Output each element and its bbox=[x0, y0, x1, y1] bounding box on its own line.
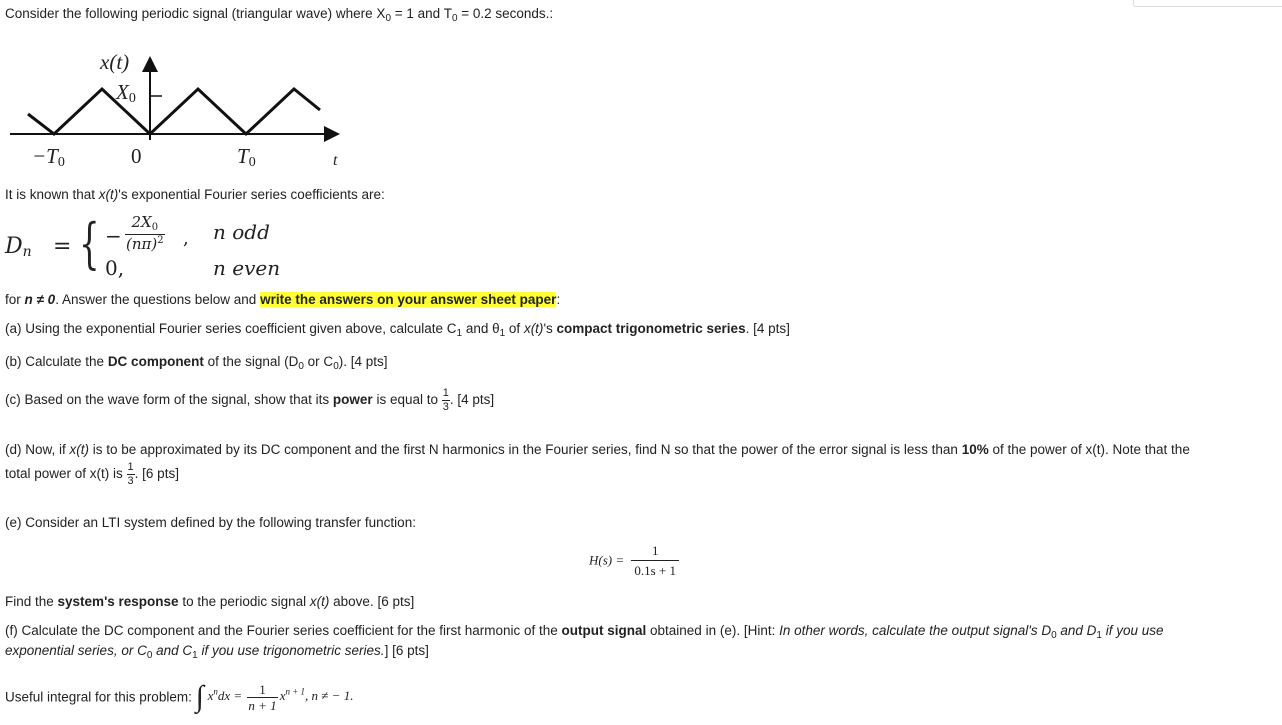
known-text: It is known that x(t)'s exponential Fourier series coefficients are: bbox=[5, 187, 385, 202]
tick-zero: 0 bbox=[131, 144, 142, 168]
tick-pos-t0: $T_0$ bbox=[237, 144, 256, 170]
case2-value: 0, bbox=[105, 256, 125, 280]
triangle-wave-line bbox=[28, 89, 320, 134]
question-f-line1: (f) Calculate the DC component and the Fourier series coefficient for the first harmonic of the output signal obtained in (e). [Hint: In other words, calculate the output signal's $D_0$ and $D_1$ if you use bbox=[5, 623, 1164, 641]
dn-formula bbox=[5, 214, 305, 284]
case1-minus: − bbox=[105, 224, 122, 248]
triangle-wave-figure bbox=[0, 48, 360, 180]
dn-equals: = bbox=[53, 234, 72, 259]
integral-sign-icon: ∫ bbox=[195, 680, 204, 713]
fraction-one-third: $\frac{1}{3}$ bbox=[442, 387, 449, 413]
tick-neg-t0: $-T_0$ bbox=[32, 144, 65, 170]
question-d-line2: total power of x(t) is $\frac{1}{3}$ . [6 pts] bbox=[5, 461, 179, 487]
question-d-line1: (d) Now, if x(t) is to be approximated by its DC component and the first N harmonics in the Fourier series, find N so that the power of the error signal is less than 10% of the power of x(t). Note that the bbox=[5, 442, 1190, 457]
useful-integral: Useful integral for this problem: ∫ $x^ndx$ = $\frac{1}{n + 1}$ $x^{n + 1}$, n ≠ − 1. bbox=[5, 680, 354, 713]
question-e: (e) Consider an LTI system defined by the following transfer function: bbox=[5, 515, 416, 530]
peak-label: $X_0$ bbox=[116, 80, 136, 106]
case2-condition: n even bbox=[213, 256, 281, 280]
ylabel: x(t) bbox=[100, 50, 130, 74]
case1-comma: , bbox=[183, 228, 189, 249]
intro-text: Consider the following periodic signal (triangular wave) where $X_0 = 1$ and $T_0 = 0.2$ seconds.: bbox=[5, 6, 554, 24]
case1-fraction: $\frac{2X_0}{(n\pi)^2}$ bbox=[126, 213, 164, 253]
highlighted-instruction: write the answers on your answer sheet paper bbox=[260, 292, 557, 307]
xlabel: t bbox=[333, 152, 338, 169]
brace-icon: { bbox=[79, 212, 100, 275]
fraction-one-third-d: $\frac{1}{3}$ bbox=[127, 461, 134, 487]
question-f-line2: exponential series, or $C_0$ and $C_1$ if you use trigonometric series.] [6 pts] bbox=[5, 643, 429, 661]
dn-lhs: $D_n$ bbox=[5, 234, 32, 260]
question-b: (b) Calculate the DC component of the signal ($D_0$ or $C_0$). [4 pts] bbox=[5, 354, 388, 372]
instructions-text: for n ≠ 0. Answer the questions below and write the answers on your answer sheet paper: bbox=[5, 292, 561, 307]
case1-condition: n odd bbox=[213, 220, 270, 244]
transfer-function: H(s) = $\frac{1}{0.1s + 1}$ bbox=[589, 544, 679, 577]
question-a: (a) Using the exponential Fourier series coefficient given above, calculate $C_1$ and $\theta_1$ of x(t)'s compact trigonometric series. [4 pts] bbox=[5, 321, 790, 339]
question-c: (c) Based on the wave form of the signal, show that its power is equal to $\frac{1}{3}$ . [4 pts] bbox=[5, 387, 495, 413]
top-right-frame bbox=[1133, 0, 1282, 7]
integral-expression: $x^ndx$ = $\frac{1}{n + 1}$ $x^{n + 1}$, n ≠ − 1. bbox=[207, 681, 354, 713]
question-e-response: Find the system's response to the periodic signal x(t) above. [6 pts] bbox=[5, 594, 415, 609]
